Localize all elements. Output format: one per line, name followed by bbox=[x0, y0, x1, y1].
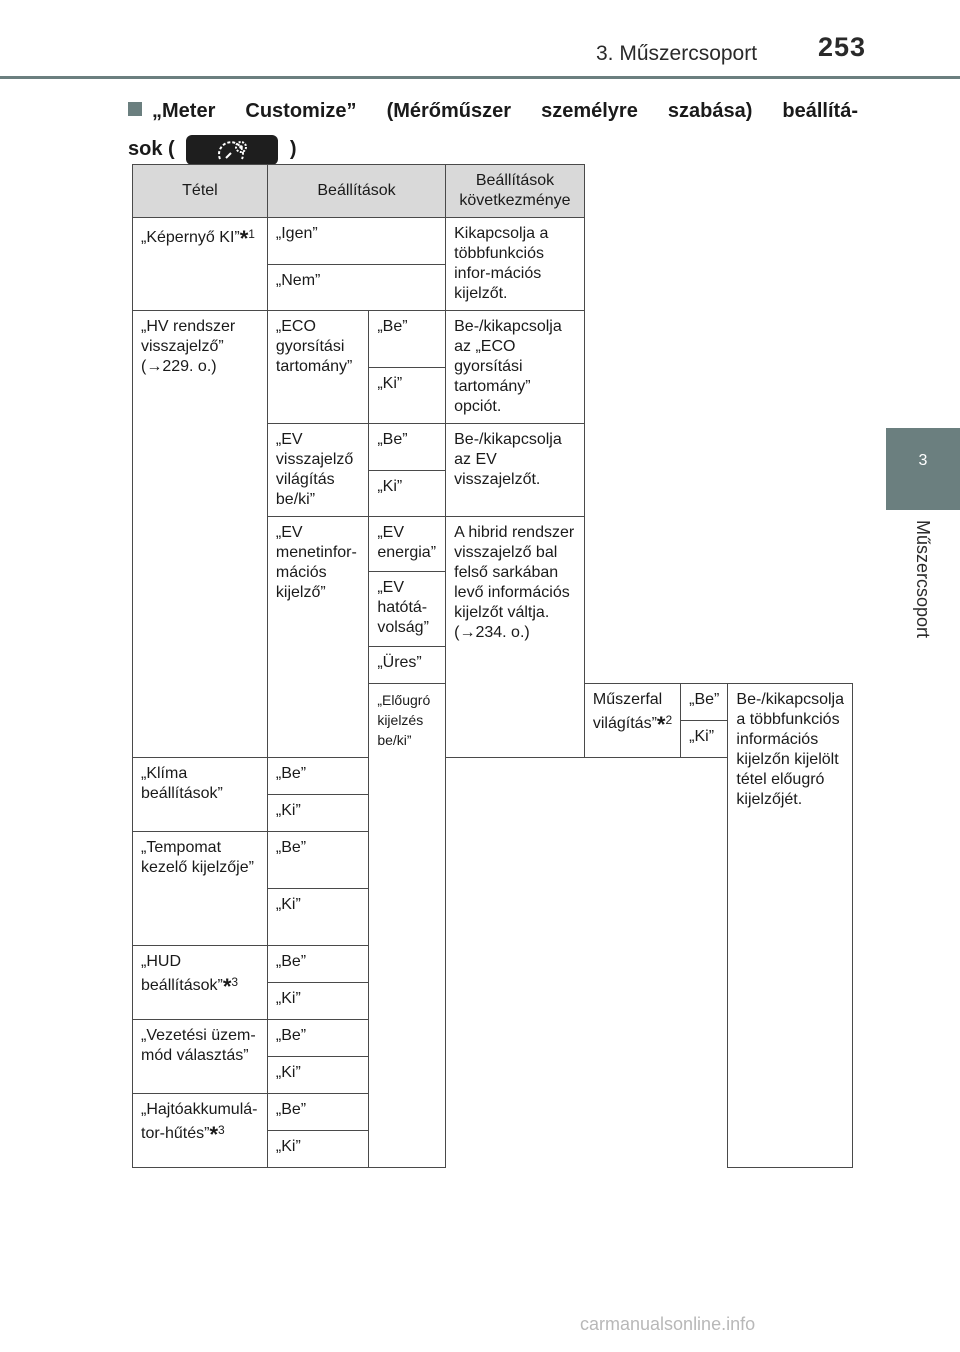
option-cell: „Ki” bbox=[267, 1057, 368, 1094]
page-number: 253 bbox=[818, 32, 867, 62]
setting-name: „EV menetinfor-mációs kijelző” bbox=[267, 517, 368, 758]
option-cell: „Be” bbox=[267, 758, 368, 795]
setting-name: „Klíma beállítások” bbox=[133, 758, 268, 832]
table-row bbox=[133, 311, 853, 368]
header-result: Beállítások következménye bbox=[446, 165, 585, 218]
result-cell: Be-/kikapcsolja a többfunkciós információs kijelzőn kijelölt tétel előugró kijelzőjét. bbox=[728, 684, 853, 1168]
watermark-text: carmanualsonline.info bbox=[580, 1314, 756, 1334]
setting-name: Műszerfal világítás”*$^2$ bbox=[584, 684, 680, 758]
option-cell: „Igen” bbox=[267, 218, 445, 265]
section-heading bbox=[128, 92, 858, 168]
chapter-tab-number: 3 bbox=[918, 452, 928, 469]
gauge-settings-icon bbox=[186, 135, 278, 165]
square-bullet-icon bbox=[128, 102, 142, 116]
option-cell: „Be” bbox=[267, 1094, 368, 1131]
setting-name: „EV visszajelző világítás be/ki” bbox=[267, 424, 368, 517]
table-row bbox=[133, 218, 853, 265]
option-cell: „Ki” bbox=[369, 367, 446, 424]
option-cell: „Be” bbox=[267, 946, 368, 983]
option-cell: „EV energia” bbox=[369, 517, 446, 572]
heading-line2-post: ) bbox=[289, 138, 297, 160]
heading-line1: „Meter Customize” (Mérőműszer személyre szabása) beállítá- bbox=[152, 100, 858, 122]
table-header-row bbox=[133, 165, 853, 218]
option-cell: „Nem” bbox=[267, 264, 445, 311]
result-cell: Be-/kikapcsolja az „ECO gyorsítási tartomány” opciót. bbox=[446, 311, 585, 424]
option-cell: „EV hatótá-volság” bbox=[369, 572, 446, 647]
result-cell: Be-/kikapcsolja az EV visszajelzőt. bbox=[446, 424, 585, 517]
option-cell: „Be” bbox=[267, 1020, 368, 1057]
header-item: Tétel bbox=[133, 165, 268, 218]
setting-name: „HUD beállítások”*$^3$ bbox=[133, 946, 268, 1020]
option-cell: „Üres” bbox=[369, 647, 446, 684]
chapter-tab-label: Műszercsoport bbox=[913, 520, 933, 639]
section-title: 3. Műszercsoport bbox=[596, 42, 758, 65]
option-cell: „Be” bbox=[267, 832, 368, 889]
row-item-hv: „HV rendszer visszajelző” (→229. o.) bbox=[133, 311, 268, 758]
result-cell: A hibrid rendszer visszajelző bal felső sarkában levő információs kijelzőt váltja. (→234. o.) bbox=[446, 517, 585, 758]
header-rule bbox=[0, 76, 960, 79]
result-cell: Kikapcsolja a többfunkciós infor-mációs kijelzőt. bbox=[446, 218, 585, 311]
option-cell: „Be” bbox=[369, 311, 446, 368]
heading-line2-pre: sok ( bbox=[128, 138, 175, 160]
option-cell: „Ki” bbox=[267, 889, 368, 946]
setting-name: „Vezetési üzem-mód választás” bbox=[133, 1020, 268, 1094]
option-cell: „Ki” bbox=[681, 721, 728, 758]
settings-table bbox=[132, 164, 853, 1168]
row-item-screen-off: „Képernyő KI”*$^1$ bbox=[133, 218, 268, 311]
option-cell: „Ki” bbox=[267, 983, 368, 1020]
setting-name: „Hajtóakkumulá-tor-hűtés”*$^3$ bbox=[133, 1094, 268, 1168]
option-cell: „Be” bbox=[681, 684, 728, 721]
setting-name: „ECO gyorsítási tartomány” bbox=[267, 311, 368, 424]
option-cell: „Ki” bbox=[267, 795, 368, 832]
option-cell: „Ki” bbox=[267, 1131, 368, 1168]
option-cell: „Ki” bbox=[369, 470, 446, 517]
header-settings: Beállítások bbox=[267, 165, 445, 218]
option-cell: „Be” bbox=[369, 424, 446, 471]
chapter-tab[interactable] bbox=[886, 428, 960, 510]
row-item-popup: „Előugró kijelzés be/ki” bbox=[369, 684, 446, 1168]
setting-name: „Tempomat kezelő kijelzője” bbox=[133, 832, 268, 946]
